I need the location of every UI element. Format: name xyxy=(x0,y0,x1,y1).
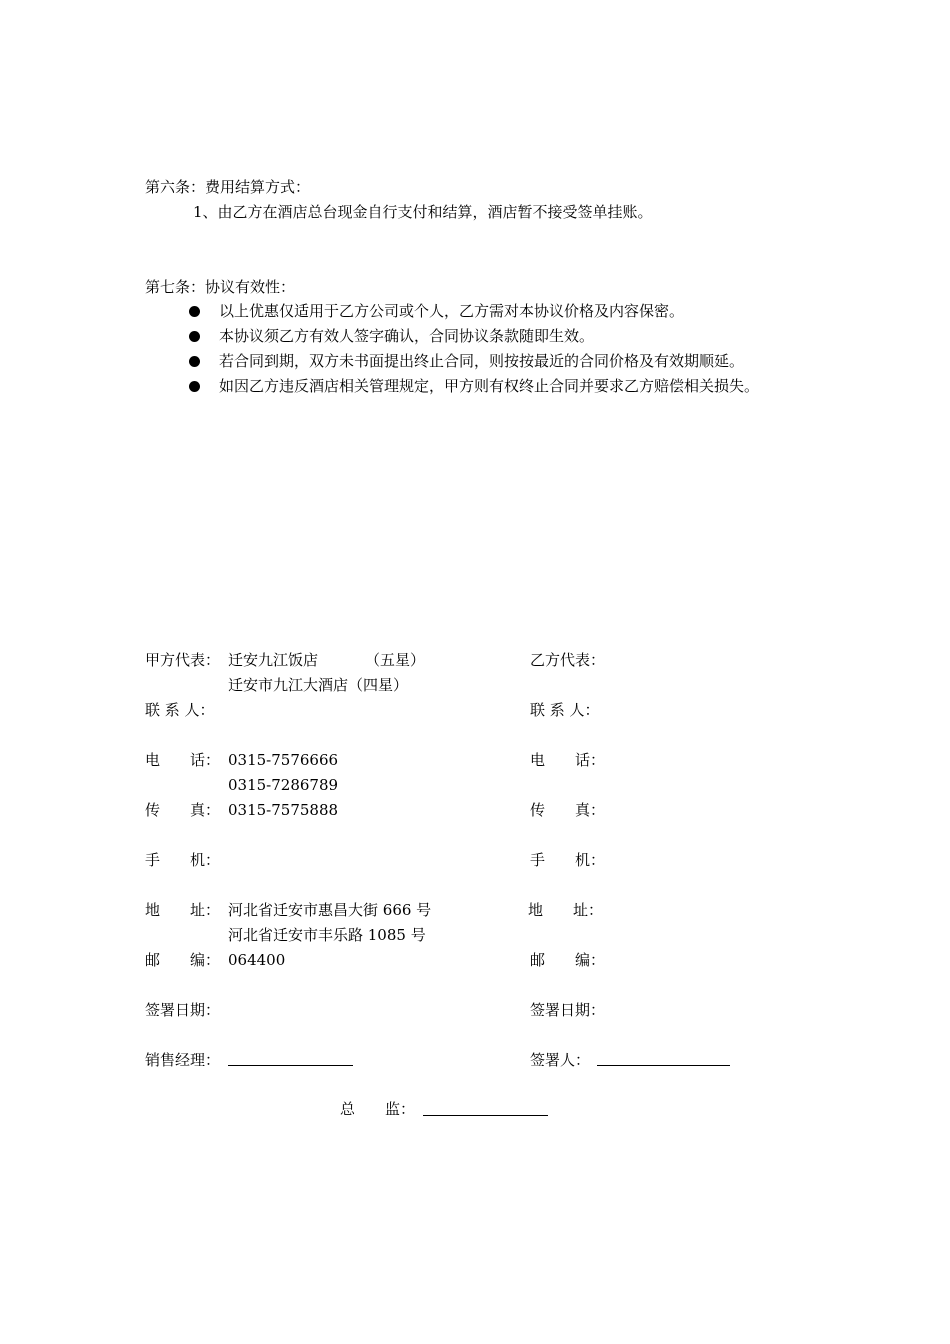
party-a-fax: 0315-7575888 xyxy=(228,801,339,819)
party-b-address-label: 地 址： xyxy=(528,901,604,919)
bullet-icon xyxy=(189,331,200,342)
party-a-postcode: 064400 xyxy=(228,951,286,969)
party-a-manager-label: 销售经理： xyxy=(145,1051,221,1069)
director-signature-line xyxy=(423,1115,548,1116)
party-b-postcode-label: 邮 编： xyxy=(530,951,606,969)
article7-bullet-3: 若合同到期，双方未书面提出终止合同，则按按最近的合同价格及有效期顺延。 xyxy=(219,352,745,370)
party-a-fax-label: 传 真： xyxy=(145,801,221,819)
party-a-date-label: 签署日期： xyxy=(145,1001,221,1019)
party-a-address-label: 地 址： xyxy=(145,901,221,919)
party-a-rep-star-1: （五星） xyxy=(365,651,426,669)
party-b-rep-label: 乙方代表： xyxy=(530,651,606,669)
article7-bullet-2: 本协议须乙方有效人签字确认，合同协议条款随即生效。 xyxy=(219,327,595,345)
manager-signature-line xyxy=(228,1065,353,1066)
party-b-signer-label: 签署人： xyxy=(530,1051,591,1069)
party-a-rep-name-2: 迁安市九江大酒店（四星） xyxy=(228,676,409,694)
article6-heading: 第六条：费用结算方式： xyxy=(145,178,311,196)
party-a-contact-label: 联 系 人： xyxy=(145,701,215,719)
party-a-postcode-label: 邮 编： xyxy=(145,951,221,969)
article6-item1: 1、由乙方在酒店总台现金自行支付和结算，酒店暂不接受签单挂账。 xyxy=(193,203,653,221)
party-a-phone-1: 0315-7576666 xyxy=(228,751,339,769)
party-b-fax-label: 传 真： xyxy=(530,801,606,819)
party-b-phone-label: 电 话： xyxy=(530,751,606,769)
party-a-address-1: 河北省迁安市惠昌大街 666 号 xyxy=(228,901,432,919)
party-a-phone-2: 0315-7286789 xyxy=(228,776,339,794)
party-a-address-2: 河北省迁安市丰乐路 1085 号 xyxy=(228,926,426,944)
party-a-mobile-label: 手 机： xyxy=(145,851,221,869)
party-b-contact-label: 联 系 人： xyxy=(530,701,600,719)
article7-bullet-4: 如因乙方违反酒店相关管理规定，甲方则有权终止合同并要求乙方赔偿相关损失。 xyxy=(219,377,760,395)
bullet-icon xyxy=(189,306,200,317)
party-b-date-label: 签署日期： xyxy=(530,1001,606,1019)
party-a-rep-name-1: 迁安九江饭店 xyxy=(228,651,319,669)
party-b-mobile-label: 手 机： xyxy=(530,851,606,869)
party-a-rep-label: 甲方代表： xyxy=(145,651,221,669)
director-label: 总 监： xyxy=(340,1100,416,1118)
article7-bullet-1: 以上优惠仅适用于乙方公司或个人，乙方需对本协议价格及内容保密。 xyxy=(219,302,685,320)
article7-heading: 第七条：协议有效性： xyxy=(145,278,296,296)
party-a-phone-label: 电 话： xyxy=(145,751,221,769)
signer-signature-line xyxy=(597,1065,730,1066)
bullet-icon xyxy=(189,356,200,367)
bullet-icon xyxy=(189,381,200,392)
